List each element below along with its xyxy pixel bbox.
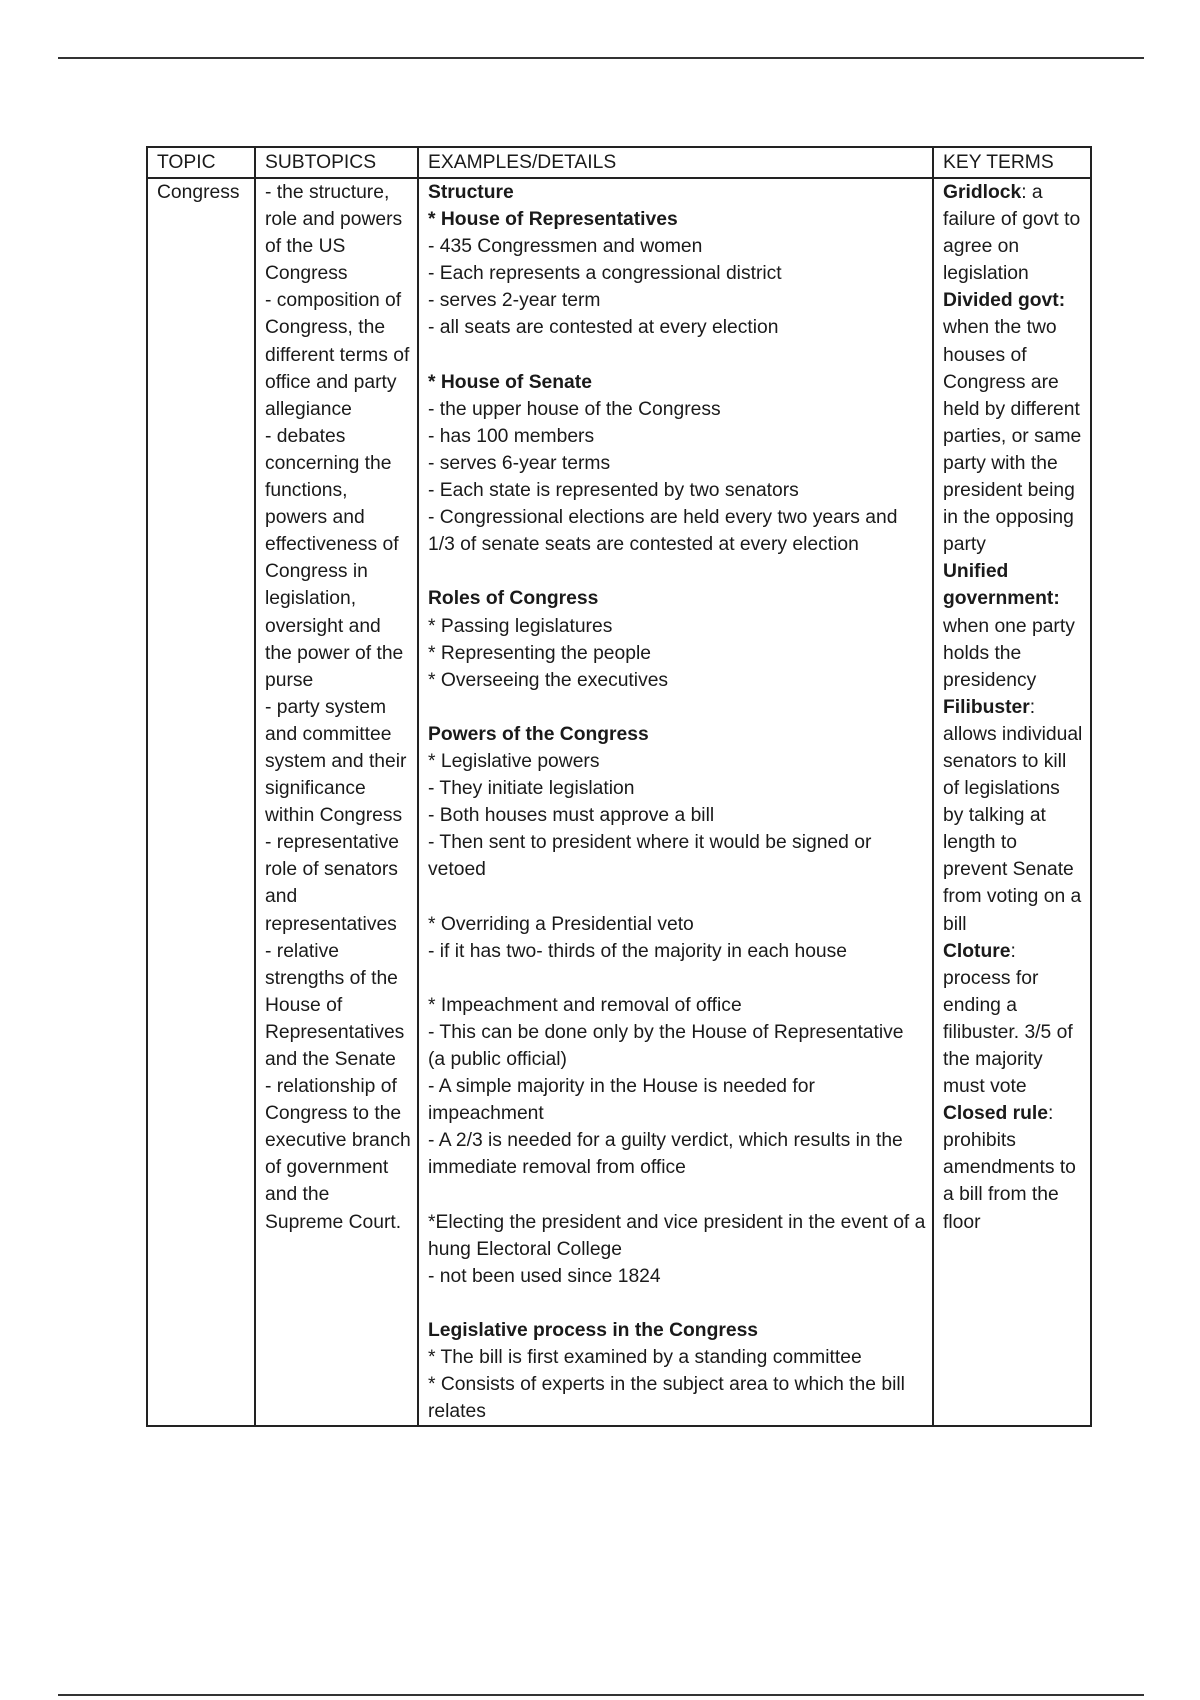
detail-line: * The bill is first examined by a standing committee (428, 1347, 862, 1369)
key-term-entry (943, 938, 1084, 1101)
subtopic-item: - party system and committee system and their significance within Congress (265, 696, 407, 827)
examples-header: EXAMPLES/DETAILS (418, 147, 933, 178)
subtopic-item: - the structure, role and powers of the US Congress (265, 182, 403, 285)
subtopic-item: - relationship of Congress to the executive branch of government and the Supreme Court. (265, 1076, 411, 1233)
detail-line: * Overriding a Presidential veto (428, 913, 694, 935)
subtopic-item: - debates concerning the functions, powers and effectiveness of Congress in legislation, oversight and the power of the purse (265, 425, 404, 691)
detail-line: * Impeachment and removal of office (428, 994, 742, 1016)
key-term-entry (943, 558, 1084, 693)
key-terms-cell (933, 178, 1091, 1426)
spacer (428, 342, 926, 369)
detail-line: - Congressional elections are held every two years and 1/3 of senate seats are contested at every election (428, 507, 898, 556)
detail-line: - A 2/3 is needed for a guilty verdict, which results in the immediate removal from office (428, 1130, 903, 1179)
detail-line: - serves 6-year terms (428, 452, 611, 474)
detail-line: *Electing the president and vice president in the event of a hung Electoral College (428, 1211, 926, 1260)
subtopic-item: - representative role of senators and representatives (265, 832, 399, 935)
key-term-definition: when the two houses of Congress are held by different parties, or same party with the president being in the opposing party (943, 317, 1082, 556)
examples-cell (418, 178, 933, 1426)
key-term-entry (943, 1100, 1084, 1235)
detail-line: - 435 Congressmen and women (428, 236, 703, 258)
subtopics-cell (255, 178, 418, 1426)
key-term-name: Cloture (943, 940, 1011, 962)
key-term-name: Closed rule (943, 1103, 1049, 1125)
spacer (428, 558, 926, 585)
detail-line: - if it has two- thirds of the majority in each house (428, 940, 848, 962)
key-term-definition: : process for ending a filibuster. 3/5 of the majority must vote (943, 940, 1073, 1098)
powers-heading: Powers of the Congress (428, 723, 649, 745)
key-term-definition: : prohibits amendments to a bill from the floor (943, 1103, 1076, 1233)
detail-line: - Both houses must approve a bill (428, 805, 715, 827)
detail-line: - Each represents a congressional district (428, 263, 782, 285)
header-row (147, 147, 1091, 178)
detail-line: * Consists of experts in the subject area to which the bill relates (428, 1374, 905, 1423)
detail-line: - They initiate legislation (428, 778, 635, 800)
header-rule (58, 57, 1144, 59)
senate-heading: * House of Senate (428, 371, 592, 393)
key-term-entry (943, 179, 1084, 287)
detail-line: - has 100 members (428, 425, 595, 447)
spacer (428, 883, 926, 910)
key-term-definition: when one party holds the presidency (943, 615, 1075, 691)
process-heading: Legislative process in the Congress (428, 1319, 759, 1341)
spacer (428, 1290, 926, 1317)
roles-heading: Roles of Congress (428, 588, 599, 610)
house-rep-heading: * House of Representatives (428, 209, 678, 231)
detail-line: - Then sent to president where it would be signed or vetoed (428, 832, 872, 881)
key-term-name: Gridlock (943, 182, 1022, 203)
key-term-definition: : a failure of govt to agree on legislation (943, 182, 1081, 285)
topic-cell: Congress (147, 178, 255, 1426)
detail-line: * Representing the people (428, 642, 651, 664)
key-term-name: Divided govt: (943, 290, 1066, 312)
detail-line: - serves 2-year term (428, 290, 601, 312)
topic-header: TOPIC (147, 147, 255, 178)
detail-line: - This can be done only by the House of Representative (a public official) (428, 1021, 904, 1070)
detail-line: - not been used since 1824 (428, 1265, 661, 1287)
subtopic-item: - composition of Congress, the different terms of office and party allegiance (265, 290, 410, 420)
key-term-definition: : allows individual senators to kill of legislations by talking at length to prevent Senate from voting on a bill (943, 696, 1083, 935)
spacer (428, 694, 926, 721)
detail-line: * Passing legislatures (428, 615, 613, 637)
subtopics-header: SUBTOPICS (255, 147, 418, 178)
detail-line: * Overseeing the executives (428, 669, 669, 691)
detail-line: - A simple majority in the House is needed for impeachment (428, 1076, 815, 1125)
detail-line: - the upper house of the Congress (428, 398, 721, 420)
key-term-name: Filibuster (943, 696, 1030, 718)
key-term-name: Unified government: (943, 561, 1060, 610)
table-row (147, 178, 1091, 1426)
key-terms-header: KEY TERMS (933, 147, 1091, 178)
key-term-entry (943, 694, 1084, 938)
spacer (428, 965, 926, 992)
spacer (428, 1181, 926, 1208)
subtopic-item: - relative strengths of the House of Representatives and the Senate (265, 940, 405, 1070)
detail-line: - all seats are contested at every election (428, 317, 779, 339)
detail-line: - Each state is represented by two senators (428, 480, 799, 502)
footer-rule (58, 1694, 1144, 1696)
key-term-entry (943, 287, 1084, 558)
notes-table (146, 146, 1092, 1427)
detail-line: * Legislative powers (428, 750, 600, 772)
structure-heading: Structure (428, 182, 514, 203)
